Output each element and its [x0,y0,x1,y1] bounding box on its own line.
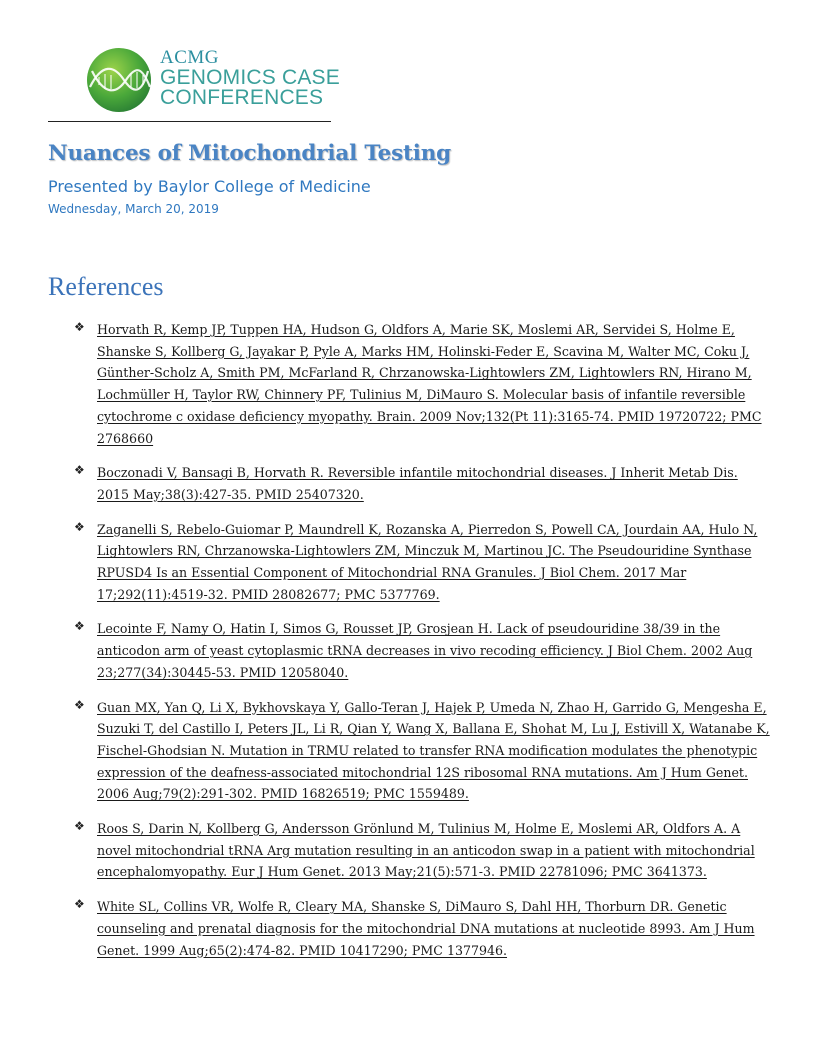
reference-item [48,896,770,961]
reference-citation[interactable]: Zaganelli S, Rebelo-Guiomar P, Maundrell K, Rozanska A, Pierredon S, Powell CA, Jourdain AA, Hulo N, Lightowlers RN, Chrzanowska-Lightowlers ZM, Minczuk M, Martinou JC. The Pseudouridine Synthase RPUSD4 Is an Essential Component of Mitochondrial RNA Granules. J Biol Chem. 2017 Mar 17;292(11):4519-32. PMID 28082677; PMC 5377769. [97,521,758,602]
reference-citation[interactable]: Guan MX, Yan Q, Li X, Bykhovskaya Y, Gallo-Teran J, Hajek P, Umeda N, Zhao H, Garrido G, Mengesha E, Suzuki T, del Castillo I, Peters JL, Li R, Qian Y, Wang X, Ballana E, Shohat M, Lu J, Estivill X, Watanabe K, Fischel-Ghodsian N. Mutation in TRMU related to transfer RNA modification modulates the phenotypic expression of the deafness-associated mitochondrial 12S ribosomal RNA mutations. Am J Hum Genet. 2006 Aug;79(2):291-302. PMID 16826519; PMC 1559489. [97,699,770,802]
diamond-bullet-icon: ❖ [74,897,85,912]
logo-acmg-text: ACMG [160,47,220,68]
reference-item [48,319,770,449]
diamond-bullet-icon: ❖ [74,697,85,712]
diamond-bullet-icon: ❖ [74,463,85,478]
references-heading: References [48,272,164,301]
reference-item [48,618,770,683]
reference-item [48,519,770,606]
header-divider [48,121,331,122]
dna-helix-icon [86,47,152,113]
logo-line-1: GENOMICS CASE [160,66,340,89]
reference-citation[interactable]: Boczonadi V, Bansagi B, Horvath R. Reversible infantile mitochondrial diseases. J Inherit Metab Dis. 2015 May;38(3):427-35. PMID 25407320. [97,465,738,502]
references-list [48,319,770,974]
reference-item [48,462,770,505]
reference-citation[interactable]: Roos S, Darin N, Kollberg G, Andersson Grönlund M, Tulinius M, Holme E, Moslemi AR, Oldfors A. A novel mitochondrial tRNA Arg mutation resulting in an anticodon swap in a patient with mitochondrial encephalomyopathy. Eur J Hum Genet. 2013 May;21(5):571-3. PMID 22781096; PMC 3641373. [97,821,755,880]
reference-citation[interactable]: White SL, Collins VR, Wolfe R, Cleary MA, Shanske S, DiMauro S, Dahl HH, Thorburn DR. Genetic counseling and prenatal diagnosis for the mitochondrial DNA mutations at nucleotide 8993. Am J Hum Genet. 1999 Aug;65(2):474-82. PMID 10417290; PMC 1377946. [97,899,755,958]
diamond-bullet-icon: ❖ [74,320,85,334]
reference-citation[interactable]: Horvath R, Kemp JP, Tuppen HA, Hudson G, Oldfors A, Marie SK, Moslemi AR, Servidei S, Holme E, Shanske S, Kollberg G, Jayakar P, Pyle A, Marks HM, Holinski-Feder E, Scavina M, Walter MC, Coku J, Günther-Scholz A, Smith PM, McFarland R, Chrzanowska-Lightowlers ZM, Lightowlers RN, Hirano M, Lochmüller H, Taylor RW, Chinnery PF, Tulinius M, DiMauro S. Molecular basis of infantile reversible cytochrome c oxidase deficiency myopathy. Brain. 2009 Nov;132(Pt 11):3165-74. PMID 19720722; PMC 2768660 [97,322,762,446]
diamond-bullet-icon: ❖ [74,819,85,834]
event-date: Wednesday, March 20, 2019 [48,202,219,216]
logo-line-2: CONFERENCES [160,86,324,109]
page-title: Nuances of Mitochondrial Testing [48,141,452,166]
reference-item [48,697,770,806]
logo-wordmark [160,48,340,108]
diamond-bullet-icon: ❖ [74,619,85,634]
reference-item [48,818,770,883]
page-subtitle: Presented by Baylor College of Medicine [48,177,371,196]
diamond-bullet-icon: ❖ [74,519,85,534]
acmg-logo [84,44,344,116]
reference-citation[interactable]: Lecointe F, Namy O, Hatin I, Simos G, Rousset JP, Grosjean H. Lack of pseudouridine 38/39 in the anticodon arm of yeast cytoplasmic tRNA decreases in vivo recoding efficiency. J Biol Chem. 2002 Aug 23;277(34):30445-53. PMID 12058040. [97,621,753,680]
